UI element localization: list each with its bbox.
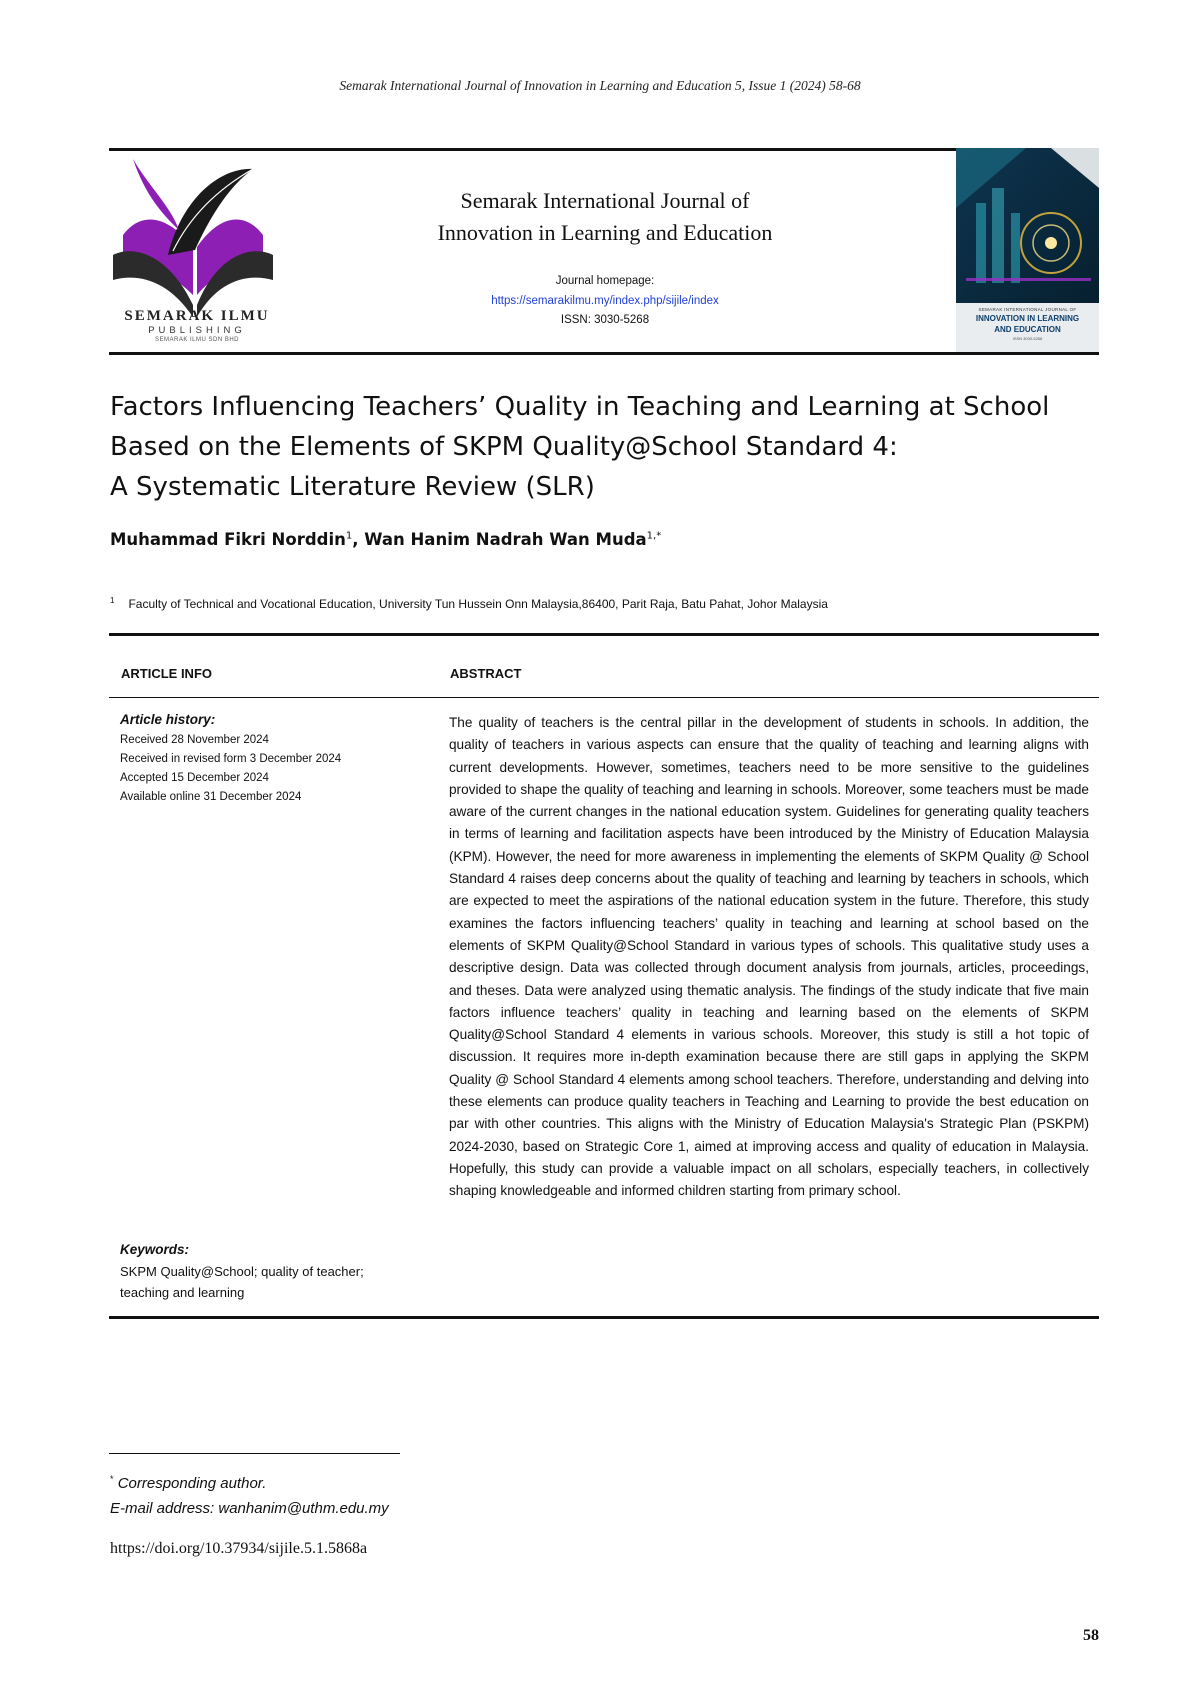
author-separator: , xyxy=(352,530,365,549)
paper-title xyxy=(110,387,1100,507)
history-received: Received 28 November 2024 xyxy=(120,734,269,746)
affiliation-mark: 1 xyxy=(110,596,115,605)
keywords-title: Keywords: xyxy=(120,1242,190,1257)
history-revised: Received in revised form 3 December 2024 xyxy=(120,753,342,765)
history-accepted: Accepted 15 December 2024 xyxy=(120,772,269,784)
issn: ISSN: 3030-5268 xyxy=(560,314,650,326)
keywords-text: SKPM Quality@School; quality of teacher; teaching and learning xyxy=(120,1264,364,1300)
article-info-heading: ARTICLE INFO xyxy=(121,666,212,681)
journal-title-line1: Semarak International Journal of xyxy=(460,188,750,213)
info-mid-rule xyxy=(109,697,1099,698)
info-bottom-rule xyxy=(109,1316,1099,1319)
cover-small-text: SEMARAK INTERNATIONAL JOURNAL OF xyxy=(978,307,1077,312)
corresponding-mark: * xyxy=(110,1474,114,1484)
running-head: Semarak International Journal of Innovation in Learning and Education 5, Issue 1 (2024) 58-68 xyxy=(339,78,861,93)
author-2-affil: 1,* xyxy=(646,530,662,542)
paper-title-line3: A Systematic Literature Review (SLR) xyxy=(110,472,595,502)
history-online: Available online 31 December 2024 xyxy=(120,791,302,803)
homepage-link[interactable]: https://semarakilmu.my/index.php/sijile/index xyxy=(491,295,719,307)
abstract-heading: ABSTRACT xyxy=(450,666,522,681)
article-history xyxy=(120,712,420,807)
corresponding-author: Corresponding author. xyxy=(117,1475,267,1492)
paper-title-line2: Based on the Elements of SKPM Quality@School Standard 4: xyxy=(110,432,898,462)
author-2: Wan Hanim Nadrah Wan Muda xyxy=(364,530,647,549)
abstract-text: The quality of teachers is the central pillar in the development of students in schools. In addition, the quality of teachers in various aspects can ensure that the quality of teaching and learning aligns with current developments. However, sometimes, teachers need to be more sensitive to the guidelines provided to shape the quality of teaching and learning in schools. Moreover, some teachers must be made aware of the current changes in the national education system. Guidelines for generating quality teachers in terms of learning and facilitation aspects have been introduced by the Ministry of Education Malaysia (KPM). However, the need for more awareness in implementing the elements of SKPM Quality @ School Standard 4 raises deep concerns about the quality of teaching and learning by teachers in schools, which are expected to meet the aspirations of the national education system in the future. Therefore, this study examines the factors influencing teachers’ quality in teaching and learning at school based on the elements of SKPM Quality@School Standard in various types of schools. This qualitative study uses a descriptive design. Data was collected through document analysis from journals, articles, proceedings, and theses. Data were analyzed using thematic analysis. The findings of the study indicate that five main factors influence teachers’ quality in teaching and learning based on the elements of SKPM Quality@School Standard 4 elements in various schools. Moreover, this study is still a hot topic of discussion. It requires more in-depth examination because there are still gaps in applying the SKPM Quality @ School Standard 4 elements among school teachers. Therefore, understanding and delving into these elements can produce quality teachers in Teaching and Learning to provide the best education on par with other countries. This aligns with the Ministry of Education Malaysia's Strategic Plan (PSKPM) 2024-2030, based on Strategic Core 1, aimed at improving access and quality of education in Malaysia. Hopefully, this study can provide a valuable impact on all scholars, especially teachers, in collectively shaping knowledgeable and informed children starting from primary school. xyxy=(449,715,1089,1199)
affiliation-text: Faculty of Technical and Vocational Education, University Tun Hussein Onn Malaysia,86400, Parit Raja, Batu Pahat, Johor Malaysia xyxy=(128,597,828,611)
page-number: 58 xyxy=(1083,1627,1099,1644)
cover-art xyxy=(956,148,1099,303)
keywords xyxy=(120,1242,400,1303)
header-bottom-rule xyxy=(109,352,1099,355)
publisher-name: SEMARAK ILMU xyxy=(124,308,270,324)
publisher-tiny: SEMARAK ILMU SDN BHD xyxy=(154,337,239,343)
author-1: Muhammad Fikri Norddin xyxy=(110,530,346,549)
authors xyxy=(110,530,1100,549)
paper-title-line1: Factors Influencing Teachers’ Quality in Teaching and Learning at School xyxy=(110,392,1050,422)
cover-title-line2: AND EDUCATION xyxy=(994,325,1061,334)
corresponding-author-line xyxy=(110,1467,710,1496)
journal-title-line2: Innovation in Learning and Education xyxy=(437,220,773,245)
info-top-rule xyxy=(109,633,1099,636)
doi-link[interactable]: https://doi.org/10.37934/sijile.5.1.5868a xyxy=(110,1540,368,1557)
footnote xyxy=(110,1467,710,1521)
cover-title-line1: INNOVATION IN LEARNING xyxy=(975,314,1080,323)
author-1-affil: 1 xyxy=(345,530,353,542)
cover-issn: ISSN 3030-5268 xyxy=(1012,336,1043,341)
publisher-sub: PUBLISHING xyxy=(148,325,246,336)
email-address: E-mail address: wanhanim@uthm.edu.my xyxy=(110,1500,389,1517)
header-top-rule xyxy=(109,148,1099,151)
cover-caption xyxy=(956,303,1099,353)
affiliation xyxy=(110,596,1100,611)
footnote-rule xyxy=(109,1453,400,1454)
article-history-title: Article history: xyxy=(120,712,216,727)
journal-title xyxy=(360,185,850,249)
homepage-label: Journal homepage: xyxy=(555,275,655,287)
journal-cover-image xyxy=(956,148,1099,353)
